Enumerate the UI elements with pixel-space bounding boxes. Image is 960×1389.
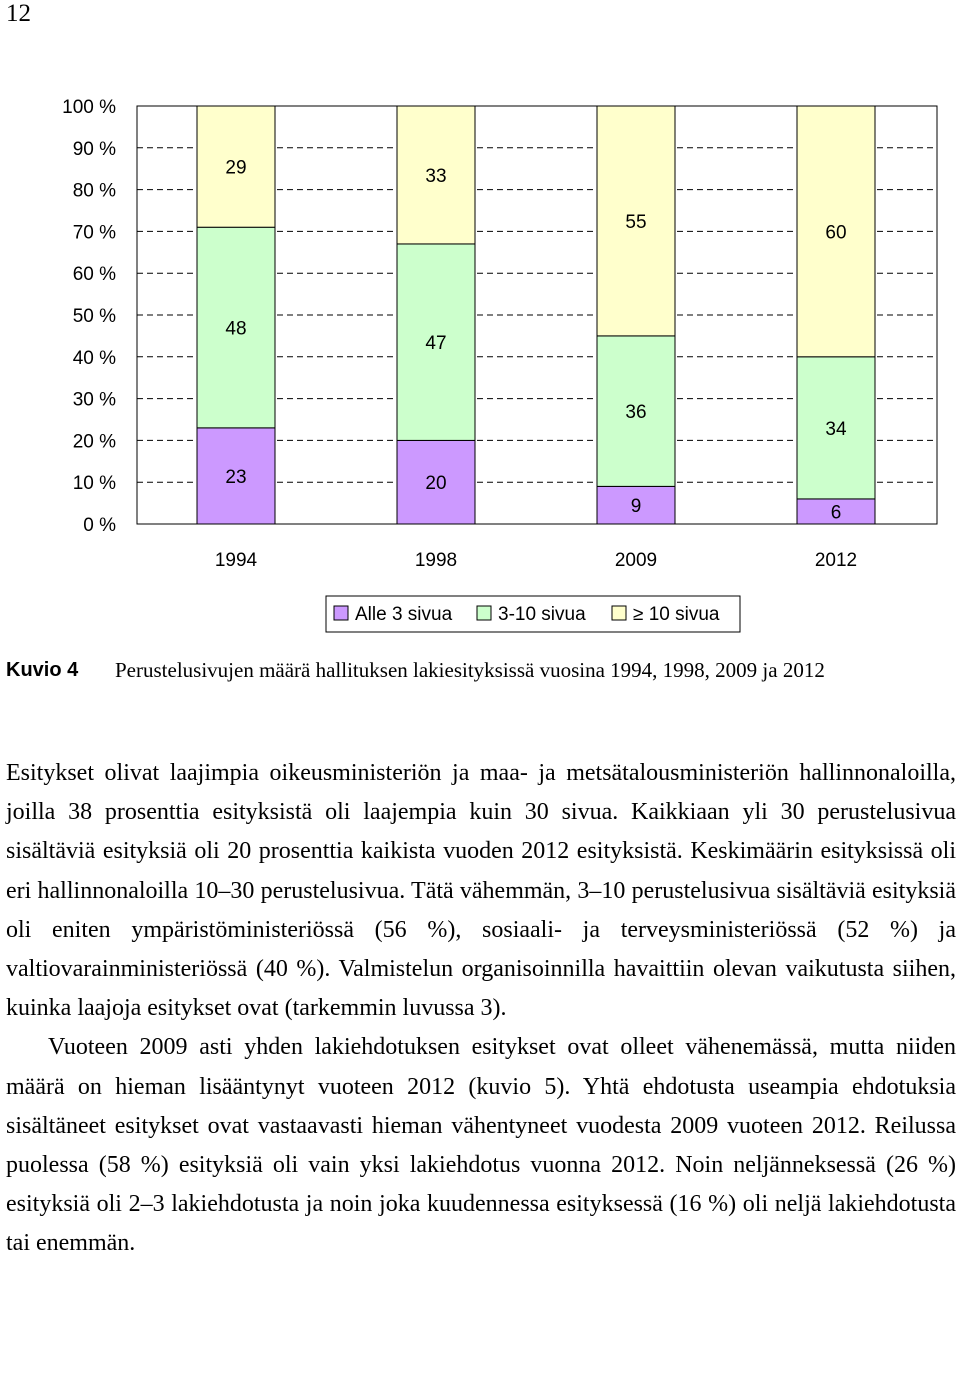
figure-caption — [6, 654, 956, 686]
y-tick-label: 20 % — [72, 431, 116, 453]
legend-swatch — [612, 606, 626, 620]
legend-label: ≥ 10 sivua — [633, 604, 720, 625]
legend-swatch — [477, 606, 491, 620]
y-tick-label: 90 % — [72, 138, 116, 160]
y-tick-label: 100 % — [62, 97, 116, 118]
paragraph-2: Vuoteen 2009 asti yhden lakiehdotuksen esitykset ovat olleet vähenemässä, mutta niiden määrä on hieman lisääntynyt vuoteen 2012 (kuvio 5). Yhtä ehdotusta useampia ehdotuksia sisältäneet esitykset ovat vastaavasti hieman vähentyneet vuodesta 2009 vuoteen 2012. Reilussa puolessa (58 %) esityksiä oli vain yksi lakiehdotus vuonna 2012. Noin neljänneksessä (26 %) esityksiä oli 2–3 lakiehdotusta ja noin joka kuudennessa esityksessä (16 %) oli neljä lakiehdotusta tai enemmän. — [6, 1034, 956, 1257]
page-number: 12 — [6, 0, 31, 27]
y-tick-label: 60 % — [72, 264, 116, 286]
data-label: 20 — [425, 473, 447, 495]
legend-label: 3-10 sivua — [498, 604, 586, 625]
data-label: 23 — [225, 466, 247, 488]
data-label: 34 — [825, 418, 847, 440]
data-label: 33 — [425, 165, 447, 187]
x-axis-ticks — [215, 550, 857, 571]
data-label: 48 — [225, 318, 247, 340]
body-text — [6, 754, 956, 1264]
data-label: 9 — [630, 496, 642, 518]
caption-text: Perustelusivujen määrä hallituksen lakiesityksissä vuosina 1994, 1998, 2009 ja 2012 — [115, 658, 825, 682]
y-tick-label: 0 % — [83, 515, 116, 536]
y-axis-ticks — [62, 97, 116, 536]
data-label: 6 — [830, 502, 842, 524]
y-tick-label: 50 % — [72, 306, 116, 327]
data-label: 55 — [625, 211, 647, 233]
y-tick-label: 70 % — [72, 222, 116, 244]
y-tick-label: 30 % — [72, 389, 116, 411]
x-tick-label: 1994 — [214, 550, 258, 571]
data-label: 29 — [225, 157, 247, 179]
legend-label: Alle 3 sivua — [355, 604, 453, 625]
caption-label: Kuvio 4 — [6, 659, 79, 681]
y-tick-label: 10 % — [72, 473, 116, 495]
y-tick-label: 40 % — [72, 347, 116, 369]
legend-swatch — [334, 606, 348, 620]
paragraph-1: Esitykset olivat laajimpia oikeusministeriön ja maa- ja metsätalousministeriön hallinnonaloilla, joilla 38 prosenttia esityksistä oli laajempia kuin 30 sivua. Kaikkiaan yli 30 perustelusivua sisältäviä esityksiä oli 20 prosenttia kaikista vuoden 2012 esityksistä. Keskimäärin esityksissä oli eri hallinnonaloilla 10–30 perustelusivua. Tätä vähemmän, 3–10 perustelusivua sisältäviä esityksiä oli eniten ympäristöministeriössä (56 %), sosiaali- ja terveysministeriössä (52 %) ja valtiovarainministeriössä (40 %). Valmistelun organisoinnilla havaittiin olevan vaikutusta siihen, kuinka laajoja esitykset ovat (tarkemmin luvussa 3). — [6, 760, 956, 1022]
x-tick-label: 2012 — [814, 550, 858, 571]
data-label: 36 — [625, 402, 647, 424]
x-tick-label: 1998 — [414, 550, 458, 571]
y-tick-label: 80 % — [72, 180, 116, 202]
x-tick-label: 2009 — [614, 550, 658, 571]
stacked-bar-chart — [0, 80, 960, 640]
data-label: 47 — [425, 333, 447, 355]
legend — [326, 596, 740, 632]
data-label: 60 — [825, 222, 847, 244]
